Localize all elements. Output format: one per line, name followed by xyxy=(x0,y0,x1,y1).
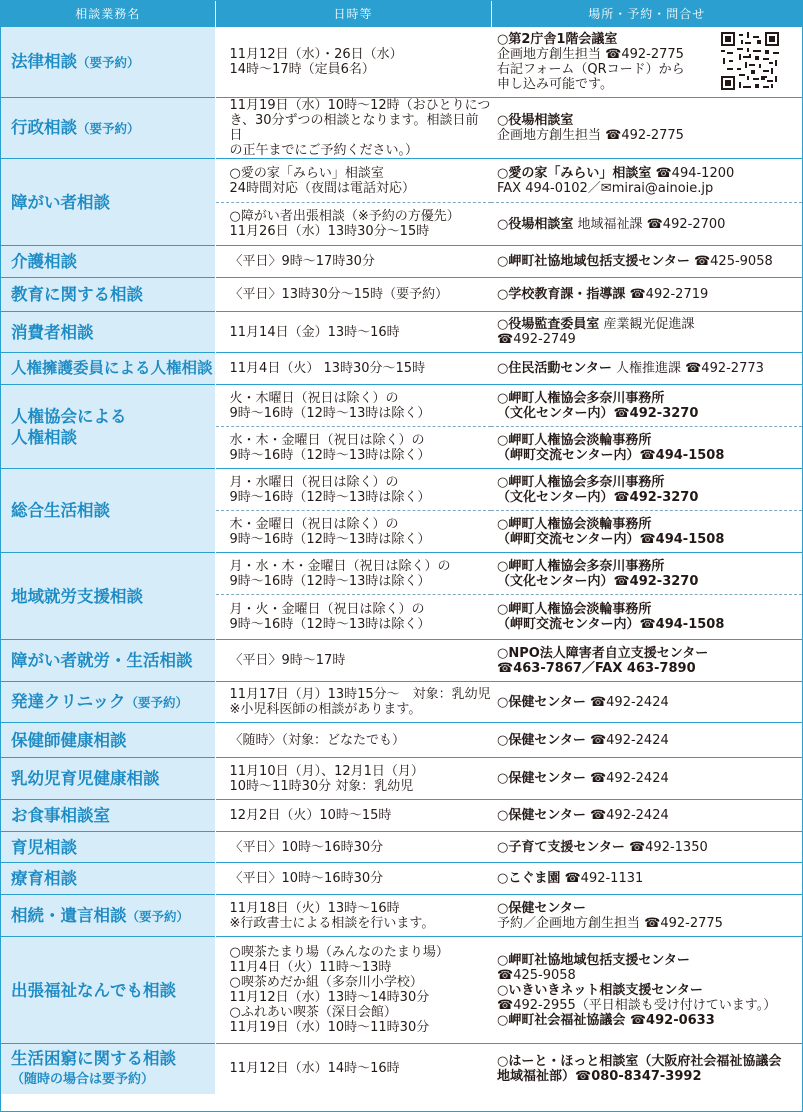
location-title: ○保健センター xyxy=(497,900,586,916)
location-line: ☎492-2424 xyxy=(589,732,669,748)
datetime-line: 9時〜16時（12時〜13時は除く） xyxy=(229,447,431,463)
row-datetime xyxy=(215,385,491,427)
location-title: ○岬町社協地域包括支援センター xyxy=(497,952,690,968)
header-location: 場所・予約・問合せ xyxy=(491,1,802,27)
datetime-line: 10時〜11時30分 対象：乳幼児 xyxy=(229,778,414,794)
table-row xyxy=(1,937,802,1044)
table-row xyxy=(1,800,802,832)
row-name: 教育に関する相談 xyxy=(11,285,143,304)
row-location xyxy=(491,159,802,203)
row-datetime xyxy=(215,895,491,937)
location-title: ○保健センター xyxy=(497,771,586,786)
location-line: ☎492-2424 xyxy=(589,771,669,786)
row-name: 出張福祉なんでも相談 xyxy=(11,980,176,1000)
row-name: 療育相談 xyxy=(11,869,77,888)
row-datetime: 11月4日（火） 13時30分〜15時 xyxy=(215,353,491,385)
row-name-cell xyxy=(1,800,215,832)
row-name: 生活困窮に関する相談 xyxy=(11,1048,176,1068)
row-datetime: 11月12日（水）14時〜16時 xyxy=(215,1044,491,1094)
row-name: 乳幼児育児健康相談 xyxy=(11,769,160,788)
row-datetime xyxy=(215,27,491,98)
row-datetime xyxy=(215,469,491,511)
datetime-line: 11月10日（月）、12月1日（月） xyxy=(229,763,424,779)
table-row xyxy=(1,553,802,595)
row-name-cell xyxy=(1,159,215,246)
datetime-line: 11月18日（火）13時〜16時 xyxy=(229,900,400,916)
location-title: ○第2庁舎1階会議室 xyxy=(497,32,618,47)
row-name: お食事相談室 xyxy=(11,806,110,825)
datetime-line: 9時〜16時（12時〜13時は除く） xyxy=(229,617,431,632)
datetime-line: 火・木曜日（祝日は除く）の xyxy=(229,390,399,406)
row-datetime xyxy=(215,682,491,723)
row-datetime xyxy=(215,511,491,553)
row-name-cell xyxy=(1,937,215,1044)
location-line: （岬町交流センター内）☎494-1508 xyxy=(497,447,725,463)
location-title: ○学校教育課・指導課 xyxy=(497,287,626,302)
row-name-cell xyxy=(1,758,215,800)
row-datetime xyxy=(215,595,491,640)
row-name: 人権擁護委員による人権相談 xyxy=(11,359,213,377)
datetime-line: ○喫茶めだか組（多奈川小学校） xyxy=(229,975,423,990)
datetime-line: 9時〜16時（12時〜13時は除く） xyxy=(229,573,431,589)
datetime-line: 月・水・木・金曜日（祝日は除く）の xyxy=(229,558,451,574)
location-title: ○保健センター xyxy=(497,732,586,748)
row-name: 障がい者就労・生活相談 xyxy=(11,651,193,670)
row-datetime: 〈平日〉9時〜17時 xyxy=(215,640,491,682)
row-name-cell xyxy=(1,1044,215,1094)
row-location xyxy=(491,595,802,640)
datetime-line: ○ふれあい喫茶（深日会館） xyxy=(229,1005,397,1020)
row-location xyxy=(491,278,802,312)
row-note: （要予約） xyxy=(77,121,140,136)
datetime-line: ○愛の家「みらい」相談室 xyxy=(229,165,384,181)
row-datetime: 〈平日〉9時〜17時30分 xyxy=(215,246,491,278)
datetime-line: 14時〜17時（定員6名） xyxy=(229,62,375,77)
table-row xyxy=(1,312,802,353)
table-row xyxy=(1,159,802,203)
row-name-cell xyxy=(1,640,215,682)
datetime-line: 月・水曜日（祝日は除く）の xyxy=(229,474,399,490)
location-title: ○愛の家「みらい」相談室 xyxy=(497,165,652,181)
location-line: 右記フォーム（QRコード）から xyxy=(497,62,685,77)
row-datetime: 11月14日（金）13時〜16時 xyxy=(215,312,491,353)
row-datetime xyxy=(215,427,491,469)
row-datetime xyxy=(215,159,491,203)
row-datetime xyxy=(215,203,491,246)
datetime-line: ○障がい者出張相談（※予約の方優先） xyxy=(229,209,460,224)
row-datetime xyxy=(215,937,491,1044)
location-line: ☎494-1200 xyxy=(655,165,735,181)
row-datetime xyxy=(215,553,491,595)
row-location xyxy=(491,511,802,553)
location-line: ☎492-2424 xyxy=(589,694,669,710)
row-location xyxy=(491,353,802,385)
row-note: （要予約） xyxy=(125,695,189,710)
row-note: （要予約） xyxy=(126,908,190,924)
row-location xyxy=(491,800,802,832)
row-location xyxy=(491,640,802,682)
table-row xyxy=(1,895,802,937)
row-name: 消費者相談 xyxy=(11,322,94,342)
datetime-line: ○喫茶たまり場（みんなのたまり場） xyxy=(229,945,449,960)
location-line: （岬町交流センター内）☎494-1508 xyxy=(497,617,725,632)
location-line: ☎492-2719 xyxy=(629,287,709,302)
datetime-line: 11月12日（水）13時〜14時30分 xyxy=(229,990,430,1005)
location-title: ○岬町人権協会多奈川事務所 xyxy=(497,474,665,490)
location-line: ☎492-2424 xyxy=(589,808,669,823)
location-line: ☎463-7867／FAX 463-7890 xyxy=(497,660,696,676)
table-row xyxy=(1,469,802,511)
row-name-cell xyxy=(1,98,215,159)
row-location xyxy=(491,832,802,863)
row-name: 人権協会による xyxy=(11,406,127,426)
location-title: ○役場監査委員室 xyxy=(497,317,600,332)
qr-code-icon[interactable] xyxy=(721,32,779,90)
table-row xyxy=(1,98,802,159)
row-name-cell xyxy=(1,353,215,385)
location-line: 予約／企画地方創生担当 ☎492-2775 xyxy=(497,915,723,931)
row-location xyxy=(491,682,802,723)
row-name-cell xyxy=(1,553,215,640)
location-title: ○岬町人権協会淡輪事務所 xyxy=(497,602,652,617)
row-name: 介護相談 xyxy=(11,252,77,271)
row-location xyxy=(491,553,802,595)
location-title: ○こぐま園 xyxy=(497,871,561,886)
row-name-cell xyxy=(1,895,215,937)
row-name-cell xyxy=(1,723,215,758)
table-row xyxy=(1,723,802,758)
datetime-line: 木・金曜日（祝日は除く）の xyxy=(229,516,399,532)
datetime-line: 11月26日（水）13時30分〜15時 xyxy=(229,224,430,239)
row-datetime xyxy=(215,98,491,159)
table-row xyxy=(1,863,802,895)
row-location xyxy=(491,937,802,1044)
row-location xyxy=(491,98,802,159)
location-line: 企画地方創生担当 ☎492-2775 xyxy=(497,47,684,62)
row-name: 障がい者相談 xyxy=(11,192,110,212)
row-datetime: 〈平日〉10時〜16時30分 xyxy=(215,863,491,895)
datetime-line: き、30分ずつの相談となります。相談日前日 xyxy=(229,113,479,143)
header-datetime: 日時等 xyxy=(215,1,491,27)
row-name: 地域就労支援相談 xyxy=(11,586,143,606)
location-line: ☎425-9058 xyxy=(497,967,576,983)
datetime-line: ※行政書士による相談を行います。 xyxy=(229,915,435,931)
row-name-line2: 人権相談 xyxy=(11,427,77,447)
row-datetime: 〈平日〉10時〜16時30分 xyxy=(215,832,491,863)
row-name: 法律相談 xyxy=(11,52,77,71)
location-title: ○役場相談室 xyxy=(497,216,574,232)
location-title: ○岬町社協地域包括支援センター xyxy=(497,254,690,269)
table-row xyxy=(1,246,802,278)
row-name-cell xyxy=(1,312,215,353)
table-row xyxy=(1,640,802,682)
row-name-cell xyxy=(1,278,215,312)
table-row xyxy=(1,353,802,385)
location-line: （岬町交流センター内）☎494-1508 xyxy=(497,531,725,547)
row-name: 育児相談 xyxy=(11,837,77,857)
header-name: 相談業務名 xyxy=(1,1,215,27)
location-line: （文化センター内）☎492-3270 xyxy=(497,405,699,421)
row-location xyxy=(491,723,802,758)
datetime-line: 9時〜16時（12時〜13時は除く） xyxy=(229,531,431,547)
location-line: 地域福祉部）☎080-8347-3992 xyxy=(497,1068,702,1084)
table-row xyxy=(1,758,802,800)
location-title: ○子育て支援センター xyxy=(497,839,625,855)
location-title: ○役場相談室 xyxy=(497,113,574,128)
row-location xyxy=(491,385,802,427)
location-line: ☎492-2955（平日相談も受け付けています。） xyxy=(497,997,777,1013)
row-name: 発達クリニック xyxy=(11,692,126,711)
location-line: FAX 494-0102／✉mirai@ainoie.jp xyxy=(497,180,714,196)
datetime-line: 11月19日（水）10時〜12時（おひとりにつ xyxy=(229,98,491,113)
row-location xyxy=(491,469,802,511)
location-line: ☎492-1131 xyxy=(564,871,644,886)
table-row xyxy=(1,27,802,98)
row-name-cell xyxy=(1,469,215,553)
row-location xyxy=(491,203,802,246)
table-row xyxy=(1,1044,802,1094)
row-datetime: 〈平日〉13時30分〜15時（要予約） xyxy=(215,278,491,312)
datetime-line: ※小児科医師の相談があります。 xyxy=(229,702,422,717)
datetime-line: 9時〜16時（12時〜13時は除く） xyxy=(229,489,431,505)
location-title: ○はーと・ほっと相談室（大阪府社会福祉協議会 xyxy=(497,1053,782,1069)
location-title: ○保健センター xyxy=(497,694,586,710)
row-name-cell xyxy=(1,246,215,278)
row-location xyxy=(491,427,802,469)
table-row xyxy=(1,832,802,863)
location-line: ☎492-2749 xyxy=(497,332,576,347)
row-location xyxy=(491,863,802,895)
row-name-cell xyxy=(1,863,215,895)
location-title: ○岬町人権協会淡輪事務所 xyxy=(497,432,652,448)
row-note: （随時の場合は要予約） xyxy=(11,1071,155,1087)
table-row xyxy=(1,278,802,312)
location-title: ○岬町人権協会淡輪事務所 xyxy=(497,516,652,532)
location-title: ○NPO法人障害者自立支援センター xyxy=(497,645,709,661)
datetime-line: 11月17日（月）13時15分〜 対象：乳幼児 xyxy=(229,687,491,702)
location-line: 地域福祉課 ☎492-2700 xyxy=(577,216,726,232)
table-row xyxy=(1,385,802,427)
consultation-table xyxy=(1,1,802,1094)
location-title: ○岬町人権協会多奈川事務所 xyxy=(497,558,665,574)
datetime-line: 月・火・金曜日（祝日は除く）の xyxy=(229,602,425,617)
row-location xyxy=(491,312,802,353)
location-line: 人権推進課 ☎492-2773 xyxy=(615,361,764,376)
location-title: ○岬町人権協会多奈川事務所 xyxy=(497,390,665,406)
location-line: （文化センター内）☎492-3270 xyxy=(497,573,699,589)
table-row xyxy=(1,682,802,723)
location-line: 企画地方創生担当 ☎492-2775 xyxy=(497,128,684,143)
datetime-line: 11月12日（水）・26日（水） xyxy=(229,47,403,62)
datetime-line: 11月19日（水）10時〜11時30分 xyxy=(229,1020,430,1035)
row-name-cell xyxy=(1,385,215,469)
location-title: ○保健センター xyxy=(497,808,586,823)
row-datetime xyxy=(215,758,491,800)
location-line: ○岬町社会福祉協議会 ☎492-0633 xyxy=(497,1012,715,1028)
location-line: ☎425-9058 xyxy=(693,254,773,269)
row-location xyxy=(491,246,802,278)
row-name: 総合生活相談 xyxy=(11,501,110,520)
row-name: 行政相談 xyxy=(11,118,77,137)
location-line: （文化センター内）☎492-3270 xyxy=(497,489,699,505)
location-line: ☎492-1350 xyxy=(628,839,708,855)
datetime-line: 24時間対応（夜間は電話対応） xyxy=(229,180,416,196)
datetime-line: 水・木・金曜日（祝日は除く）の xyxy=(229,432,425,448)
row-note: （要予約） xyxy=(77,55,140,70)
row-location xyxy=(491,758,802,800)
location-line: 申し込み可能です。 xyxy=(497,77,613,92)
row-name-cell xyxy=(1,832,215,863)
row-name: 保健師健康相談 xyxy=(11,730,127,750)
row-datetime: 〈随時〉（対象：どなたでも） xyxy=(215,723,491,758)
location-title: ○住民活動センター xyxy=(497,361,612,376)
location-line: 産業観光促進課 xyxy=(603,317,695,332)
row-location xyxy=(491,1044,802,1094)
row-location xyxy=(491,895,802,937)
datetime-line: 9時〜16時（12時〜13時は除く） xyxy=(229,405,431,421)
location-line: ○いきいきネット相談支援センター xyxy=(497,982,703,998)
row-name-cell xyxy=(1,27,215,98)
datetime-line: の正午までにご予約ください。） xyxy=(229,143,419,158)
row-datetime: 12月2日（火）10時〜15時 xyxy=(215,800,491,832)
row-name-cell xyxy=(1,682,215,723)
row-name: 相続・遺言相談 xyxy=(11,905,127,925)
datetime-line: 11月4日（火）11時〜13時 xyxy=(229,960,392,975)
